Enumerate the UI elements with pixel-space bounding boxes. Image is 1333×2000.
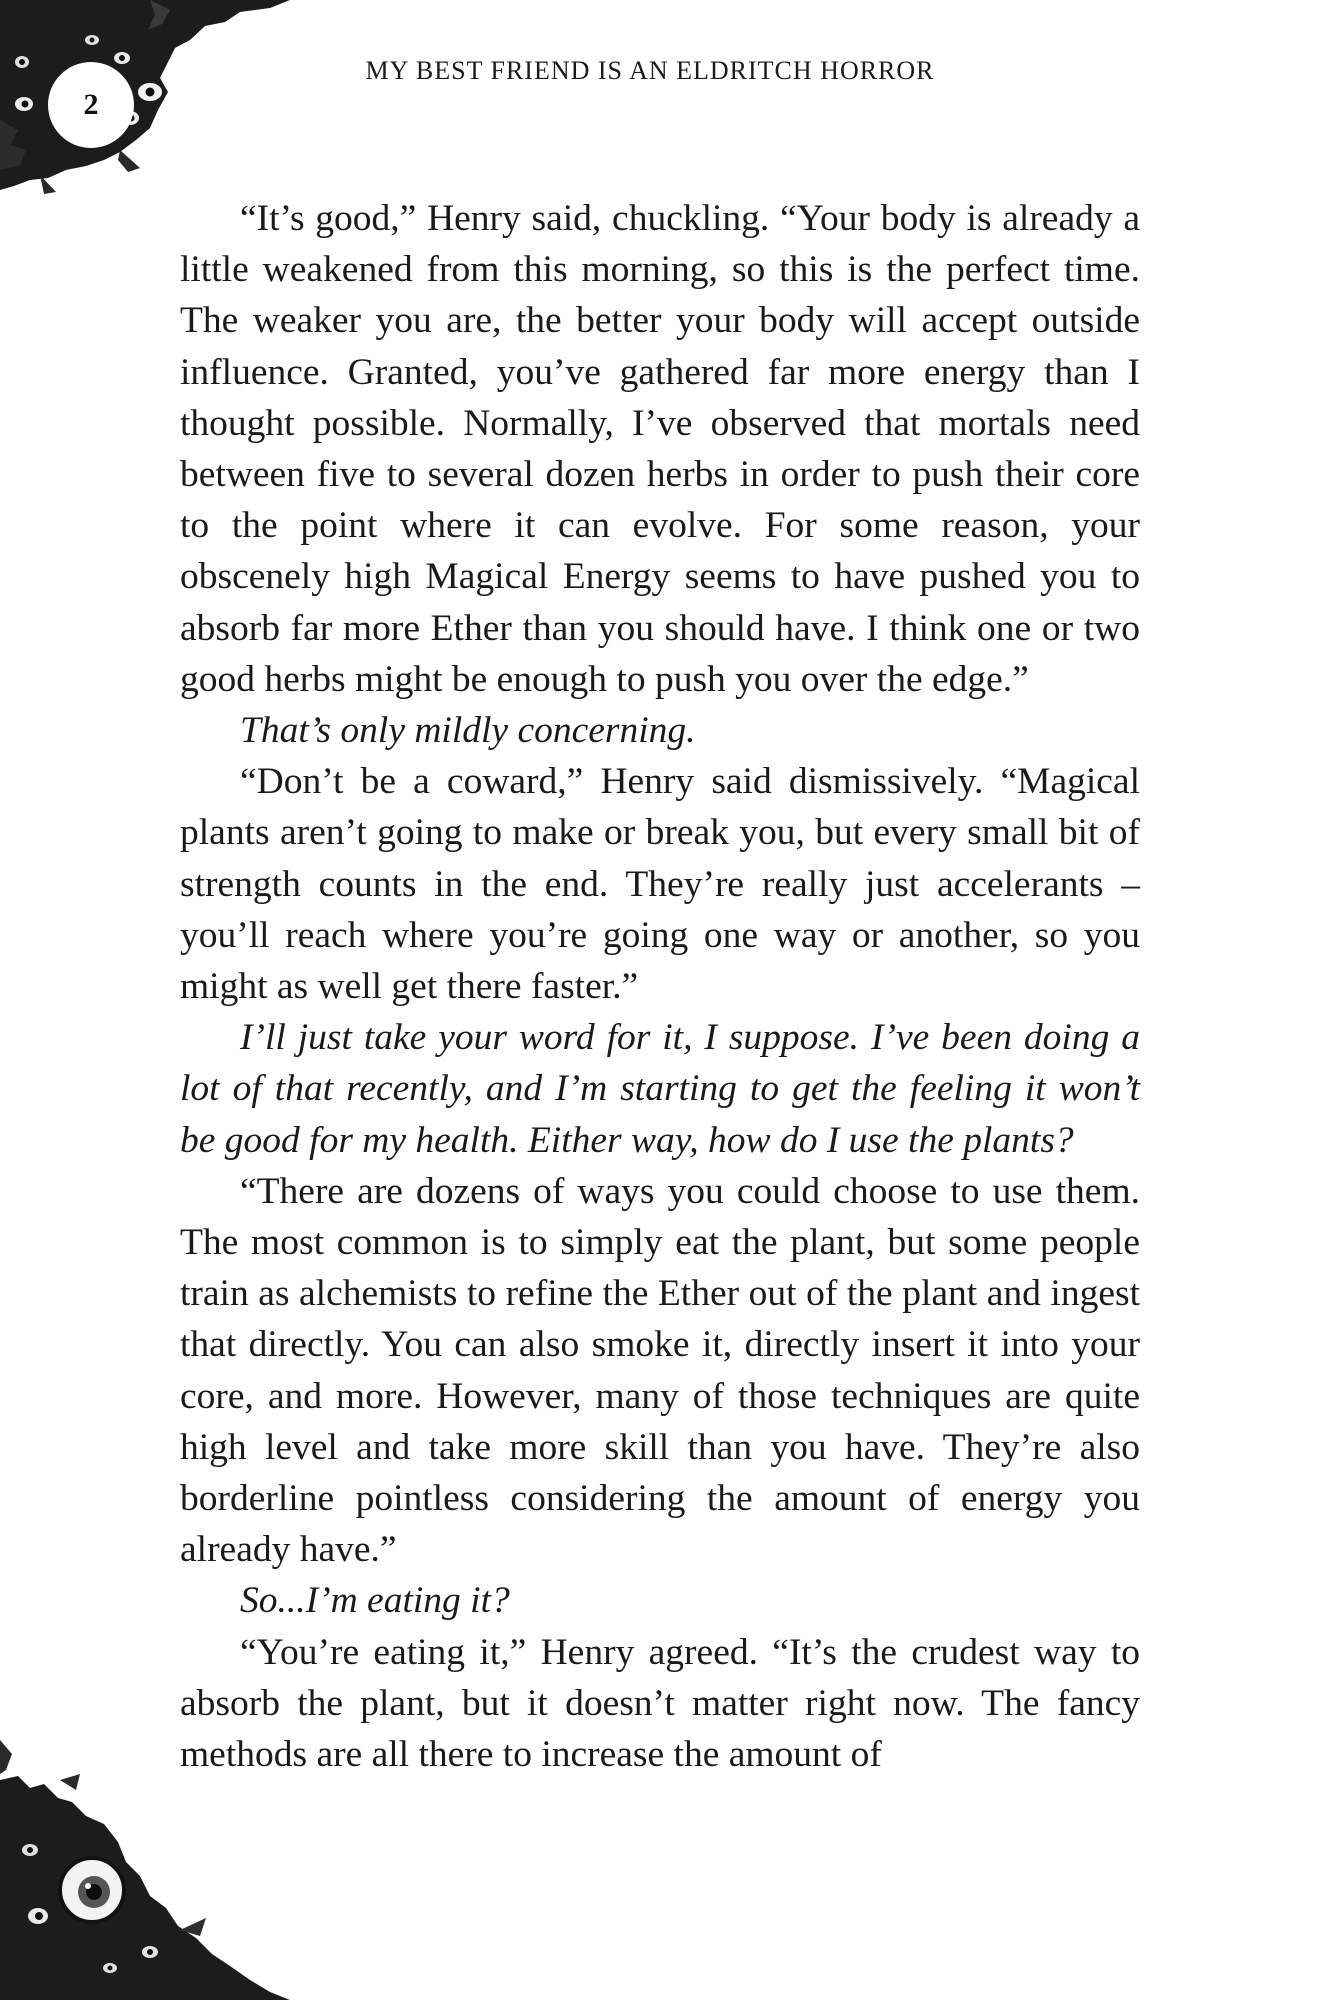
running-head: MY BEST FRIEND IS AN ELDRITCH HORROR [365, 56, 935, 85]
paragraph: “You’re eating it,” Henry agreed. “It’s the crudest way to absorb the plant, but it doesn’t matter right now. The fancy methods are all there to increase the amount of [180, 1631, 1140, 1776]
page-number: 2 [48, 62, 134, 148]
eye-icon [138, 83, 162, 101]
eyeball-tentacle-icon [0, 1740, 290, 2000]
eye-icon [28, 1908, 48, 1924]
thought-paragraph: I’ll just take your word for it, I suppose. I’ve been doing a lot of that recently, and I’m starting to get the feeling it won’t be good for my health. Either way, how do I use the plants? [180, 1017, 1140, 1161]
paragraph: “It’s good,” Henry said, chuckling. “Your body is already a little weakened from this morning, so this is the perfect time. The weaker you are, the better your body will accept outside influence. Granted, you’ve gathered far more energy than I thought possible. Normally, I’ve observed that mortals need between five to several dozen herbs in order to push their core to the point where it can evolve. For some reason, your obscenely high Magical Energy seems to have pushed you to absorb far more Ether than you should have. I think one or two good herbs might be enough to push you over the edge.” [180, 198, 1140, 700]
thought-paragraph: So...I’m eating it? [240, 1580, 510, 1622]
paragraph: “There are dozens of ways you could choose to use them. The most common is to simply eat the plant, but some people train as alchemists to refine the Ether out of the plant and ingest that directly. You can also smoke it, directly insert it into your core, and more. However, many of those techniques are quite high level and take more skill than you have. They’re also borderline pointless considering the amount of energy you already have.” [180, 1170, 1140, 1571]
body-text [180, 193, 1140, 1780]
eyes-tentacle-icon [0, 0, 290, 200]
eye-icon [142, 1946, 158, 1958]
thought-paragraph: That’s only mildly concerning. [240, 710, 696, 752]
eye-icon [85, 35, 99, 45]
eye-icon [114, 52, 130, 64]
eye-icon [15, 56, 29, 68]
eye-icon [103, 1963, 117, 1973]
paragraph: “Don’t be a coward,” Henry said dismissively. “Magical plants aren’t going to make or break you, but every small bit of strength counts in the end. They’re really just accelerants – you’ll reach where you’re going one way or another, so you might as well get there faster.” [180, 761, 1140, 1008]
eye-icon [22, 1844, 38, 1856]
eyeball-icon [60, 1858, 124, 1922]
eye-icon [15, 97, 33, 111]
